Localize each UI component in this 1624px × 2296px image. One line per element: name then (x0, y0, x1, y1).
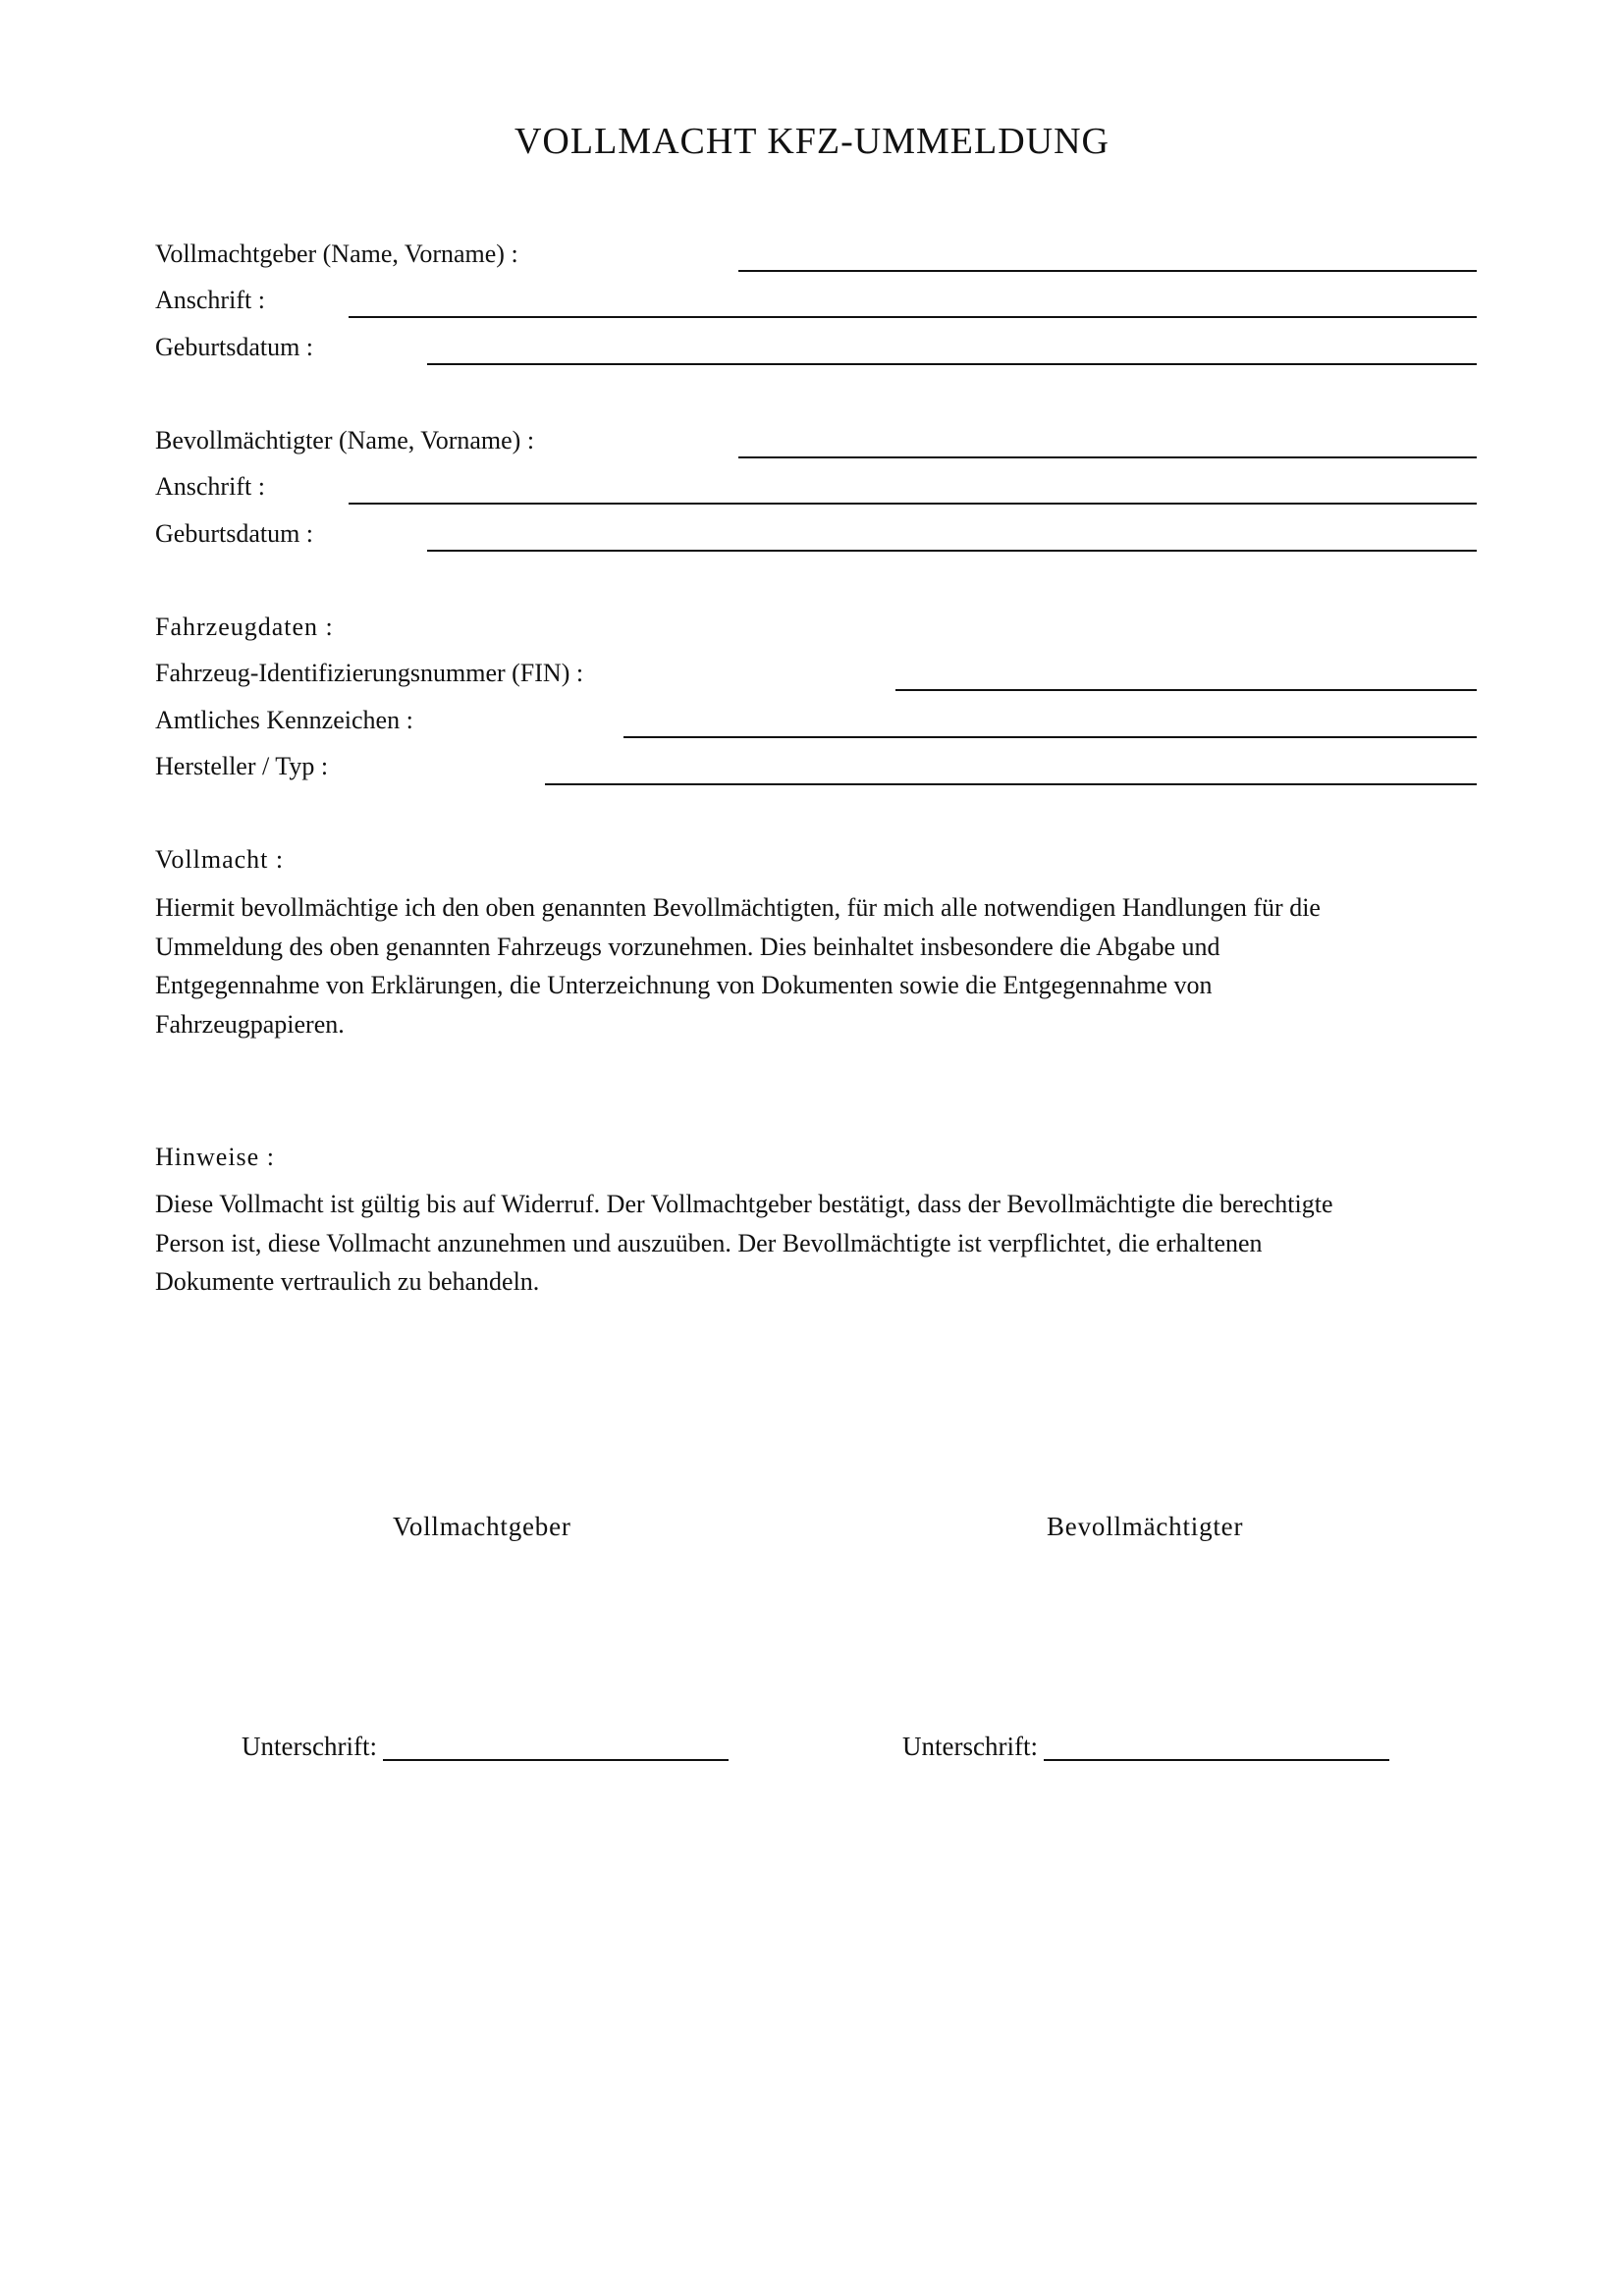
grantor-birthdate-label: Geburtsdatum : (155, 333, 314, 361)
agent-birthdate-label: Geburtsdatum : (155, 519, 314, 548)
authorization-line: Fahrzeugpapieren. (155, 1009, 345, 1039)
notes-line: Dokumente vertraulich zu behandeln. (155, 1267, 540, 1296)
grantor-signature-label: Unterschrift: (242, 1732, 377, 1761)
agent-name-label: Bevollmächtigter (Name, Vorname) : (155, 426, 535, 454)
notes-line: Diese Vollmacht ist gültig bis auf Widerruf. Der Vollmachtgeber bestätigt, dass der Bevollmächtigte die berechtigte (155, 1190, 1333, 1218)
vehicle-plate-label: Amtliches Kennzeichen : (155, 706, 413, 734)
grantor-address-label: Anschrift : (155, 286, 265, 314)
agent-signature-field[interactable] (1044, 1759, 1389, 1761)
vehicle-make-field[interactable] (545, 783, 1477, 785)
authorization-text (155, 888, 1490, 1043)
agent-signature-heading: Bevollmächtigter (1047, 1512, 1244, 1541)
document-title: VOLLMACHT KFZ-UMMELDUNG (514, 121, 1110, 162)
agent-address-label: Anschrift : (155, 472, 265, 501)
grantor-name-field[interactable] (738, 270, 1477, 272)
authorization-line: Entgegennahme von Erklärungen, die Unterzeichnung von Dokumenten sowie die Entgegennahme von (155, 971, 1213, 999)
agent-signature (902, 1731, 1389, 1762)
agent-birthdate-field[interactable] (427, 550, 1477, 552)
authorization-line: Hiermit bevollmächtige ich den oben genannten Bevollmächtigten, für mich alle notwendigen Handlungen für die (155, 893, 1321, 922)
authorization-section-label: Vollmacht : (155, 845, 285, 874)
grantor-name-label: Vollmachtgeber (Name, Vorname) : (155, 240, 518, 268)
grantor-birthdate-field[interactable] (427, 363, 1477, 365)
notes-section-label: Hinweise : (155, 1143, 275, 1171)
vehicle-plate-field[interactable] (623, 736, 1477, 738)
notes-line: Person ist, diese Vollmacht anzunehmen und auszuüben. Der Bevollmächtigte ist verpflichtet, die erhaltenen (155, 1228, 1263, 1257)
grantor-signature-heading: Vollmachtgeber (393, 1512, 571, 1541)
agent-name-field[interactable] (738, 456, 1477, 458)
vehicle-make-label: Hersteller / Typ : (155, 752, 329, 780)
vehicle-fin-field[interactable] (895, 689, 1477, 691)
agent-signature-label: Unterschrift: (902, 1732, 1038, 1761)
grantor-address-field[interactable] (349, 316, 1477, 318)
notes-text (155, 1185, 1490, 1302)
agent-address-field[interactable] (349, 503, 1477, 505)
grantor-signature-field[interactable] (383, 1759, 729, 1761)
vehicle-section-label: Fahrzeugdaten : (155, 613, 334, 641)
grantor-signature (242, 1731, 729, 1762)
vehicle-fin-label: Fahrzeug-Identifizierungsnummer (FIN) : (155, 659, 584, 687)
authorization-line: Ummeldung des oben genannten Fahrzeugs vorzunehmen. Dies beinhaltet insbesondere die Abgabe und (155, 932, 1220, 961)
